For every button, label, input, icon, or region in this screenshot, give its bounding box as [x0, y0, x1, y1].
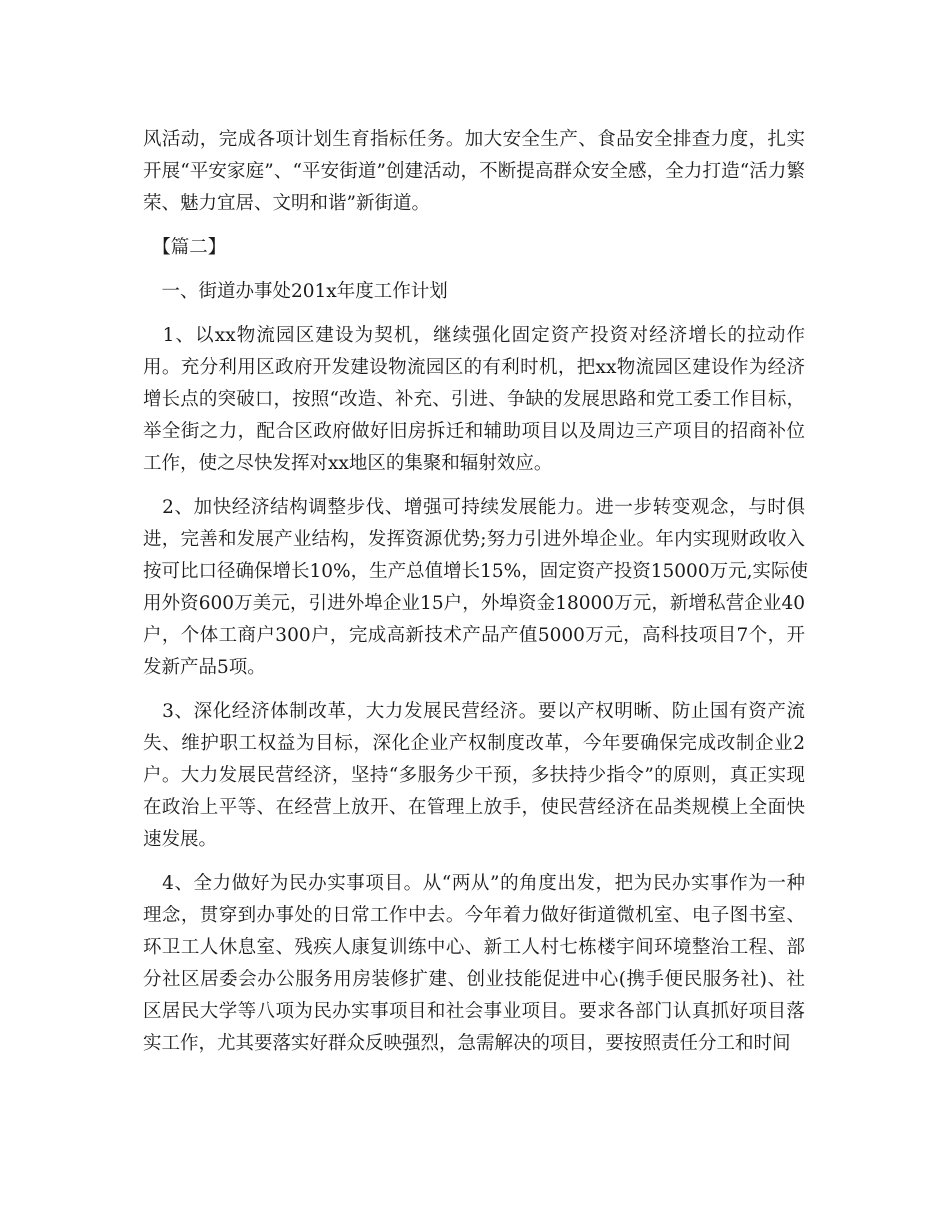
text-line: 开展“平安家庭”、“平安街道”创建活动，不断提高群众安全感，全力打造“活力繁	[143, 161, 805, 182]
text-line: 户。大力发展民营经济，坚持“多服务少干预，多扶持少指令”的原则，真正实现	[143, 765, 805, 786]
text-line: 风活动，完成各项计划生育指标任务。加大安全生产、食品安全排查力度，扎实	[143, 129, 805, 150]
text-line: 工作，使之尽快发挥对xx地区的集聚和辐射效应。	[143, 453, 553, 474]
paragraph	[143, 868, 805, 1060]
text-line: 用。充分利用区政府开发建设物流园区的有利时机，把xx物流园区建设作为经济	[143, 357, 805, 378]
text-line: 举全街之力，配合区政府做好旧房拆迁和辅助项目以及周边三产项目的招商补位	[143, 421, 805, 442]
text-line: 按可比口径确保增长10%，生产总值增长15%，固定资产投资15000万元,实际使	[143, 561, 808, 582]
section-heading	[143, 276, 805, 308]
text-line: 3、深化经济体制改革，大力发展民营经济。要以产权明晰、防止国有资产流	[143, 701, 805, 722]
text-line: 理念，贯穿到办事处的日常工作中去。今年着力做好街道微机室、电子图书室、	[143, 905, 805, 926]
text-line: 速发展。	[143, 829, 218, 850]
text-line: 1、以xx物流园区建设为契机，继续强化固定资产投资对经济增长的拉动作	[143, 325, 805, 346]
paragraph-gap	[143, 308, 805, 320]
text-line: 增长点的突破口，按照“改造、补充、引进、争缺的发展思路和党工委工作目标，	[143, 389, 805, 410]
text-line: 【篇二】	[143, 237, 227, 258]
text-line: 一、街道办事处201x年度工作计划	[143, 281, 448, 302]
document-body	[143, 124, 808, 1060]
paragraph-gap	[143, 220, 805, 232]
text-line: 区居民大学等八项为民办实事项目和社会事业项目。要求各部门认真抓好项目落	[143, 1001, 805, 1022]
paragraph	[143, 492, 808, 684]
paragraph	[143, 124, 805, 220]
text-line: 2、加快经济结构调整步伐、增强可持续发展能力。进一步转变观念，与时俱	[143, 497, 805, 518]
text-line: 荣、魅力宜居、文明和谐”新街道。	[143, 193, 430, 214]
text-line: 在政治上平等、在经营上放开、在管理上放手，使民营经济在品类规模上全面快	[143, 797, 805, 818]
paragraph-gap	[143, 480, 805, 492]
paragraph-gap	[143, 856, 805, 868]
text-line: 实工作，尤其要落实好群众反映强烈，急需解决的项目，要按照责任分工和时间	[143, 1033, 791, 1054]
text-line: 进，完善和发展产业结构，发挥资源优势;努力引进外埠企业。年内实现财政收入	[143, 529, 805, 550]
text-line: 分社区居委会办公服务用房装修扩建、创业技能促进中心(携手便民服务社)、社	[143, 969, 805, 990]
section-heading	[143, 232, 805, 264]
text-line: 失、维护职工权益为目标，深化企业产权制度改革，今年要确保完成改制企业2	[143, 733, 805, 754]
paragraph-gap	[143, 264, 805, 276]
paragraph-gap	[143, 684, 805, 696]
paragraph	[143, 320, 805, 480]
text-line: 用外资600万美元，引进外埠企业15户，外埠资金18000万元，新增私营企业40	[143, 593, 805, 614]
text-line: 发新产品5项。	[143, 657, 266, 678]
text-line: 4、全力做好为民办实事项目。从“两从”的角度出发，把为民办实事作为一种	[143, 873, 805, 894]
text-line: 户，个体工商户300户，完成高新技术产品产值5000万元，高科技项目7个，开	[143, 625, 805, 646]
paragraph	[143, 696, 805, 856]
text-line: 环卫工人休息室、残疾人康复训练中心、新工人村七栋楼宇间环境整治工程、部	[143, 937, 805, 958]
